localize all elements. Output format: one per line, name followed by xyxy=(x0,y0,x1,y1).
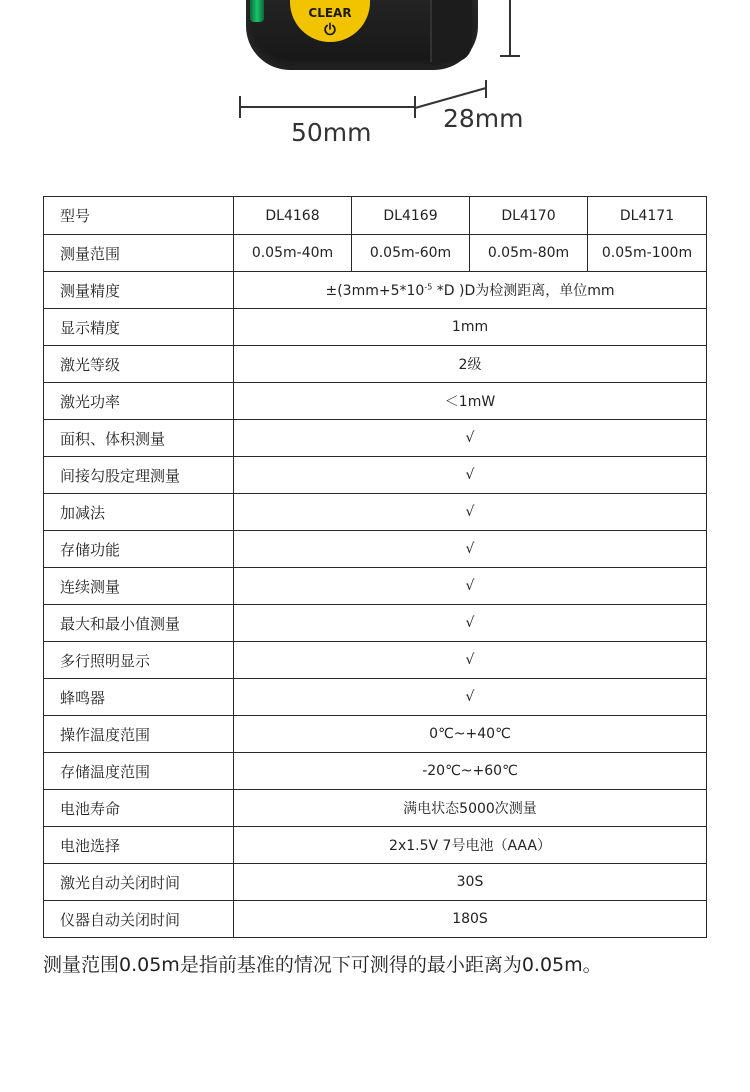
row-label: 多行照明显示 xyxy=(44,642,234,679)
accuracy-exponent: -5 xyxy=(424,282,433,292)
table-header-row xyxy=(44,197,707,235)
row-value: -20℃~+60℃ xyxy=(234,753,707,790)
table-row xyxy=(44,605,707,642)
row-value: 2级 xyxy=(234,346,707,383)
table-row xyxy=(44,642,707,679)
row-label: 存储温度范围 xyxy=(44,753,234,790)
row-value: 满电状态5000次测量 xyxy=(234,790,707,827)
row-label: 操作温度范围 xyxy=(44,716,234,753)
product-image xyxy=(0,0,750,160)
table-row xyxy=(44,679,707,716)
row-value: √ xyxy=(234,457,707,494)
depth-dimension-label: 28mm xyxy=(443,104,524,133)
row-value: 2x1.5V 7号电池（AAA） xyxy=(234,827,707,864)
row-value: ＜1mW xyxy=(234,383,707,420)
row-label: 面积、体积测量 xyxy=(44,420,234,457)
table-row xyxy=(44,790,707,827)
height-dimension-line xyxy=(509,0,511,56)
row-label: 存储功能 xyxy=(44,531,234,568)
table-row xyxy=(44,753,707,790)
table-row xyxy=(44,309,707,346)
row-value: 30S xyxy=(234,864,707,901)
model-cell: DL4171 xyxy=(588,197,707,235)
table-row xyxy=(44,235,707,272)
table-row xyxy=(44,420,707,457)
row-label: 电池选择 xyxy=(44,827,234,864)
clear-label: CLEAR xyxy=(308,6,352,20)
model-cell: DL4170 xyxy=(470,197,588,235)
row-label: 仪器自动关闭时间 xyxy=(44,901,234,938)
model-cell: DL4168 xyxy=(234,197,352,235)
level-vial-icon xyxy=(250,0,264,22)
range-cell: 0.05m-60m xyxy=(352,235,470,272)
row-value: √ xyxy=(234,679,707,716)
spec-table xyxy=(43,196,707,938)
model-label: 型号 xyxy=(44,197,234,235)
row-label: 显示精度 xyxy=(44,309,234,346)
row-label: 连续测量 xyxy=(44,568,234,605)
row-value: 0℃~+40℃ xyxy=(234,716,707,753)
row-label: 激光自动关闭时间 xyxy=(44,864,234,901)
table-row xyxy=(44,531,707,568)
range-cell: 0.05m-80m xyxy=(470,235,588,272)
accuracy-suffix: *D )D为检测距离，单位mm xyxy=(432,283,615,299)
table-row xyxy=(44,568,707,605)
row-label: 间接勾股定理测量 xyxy=(44,457,234,494)
row-label: 测量范围 xyxy=(44,235,234,272)
height-dimension-cap xyxy=(500,55,520,57)
accuracy-cell xyxy=(234,272,707,309)
table-row xyxy=(44,272,707,309)
row-value: 1mm xyxy=(234,309,707,346)
table-row xyxy=(44,901,707,938)
row-label: 最大和最小值测量 xyxy=(44,605,234,642)
table-row xyxy=(44,346,707,383)
row-value: √ xyxy=(234,494,707,531)
row-label: 测量精度 xyxy=(44,272,234,309)
row-value: √ xyxy=(234,531,707,568)
row-label: 电池寿命 xyxy=(44,790,234,827)
range-cell: 0.05m-40m xyxy=(234,235,352,272)
width-dimension-cap-left xyxy=(239,96,241,118)
row-label: 蜂鸣器 xyxy=(44,679,234,716)
table-row xyxy=(44,716,707,753)
row-label: 激光等级 xyxy=(44,346,234,383)
row-value: √ xyxy=(234,605,707,642)
row-label: 激光功率 xyxy=(44,383,234,420)
row-value: √ xyxy=(234,568,707,605)
row-label: 加减法 xyxy=(44,494,234,531)
row-value: √ xyxy=(234,642,707,679)
spec-rows xyxy=(44,309,707,938)
power-icon xyxy=(323,22,337,36)
table-row xyxy=(44,494,707,531)
width-dimension-line xyxy=(240,106,415,108)
model-cell: DL4169 xyxy=(352,197,470,235)
range-cell: 0.05m-100m xyxy=(588,235,707,272)
table-row xyxy=(44,383,707,420)
row-value: 180S xyxy=(234,901,707,938)
table-row xyxy=(44,827,707,864)
laser-meter-side xyxy=(430,0,472,62)
row-value: √ xyxy=(234,420,707,457)
table-row xyxy=(44,457,707,494)
table-row xyxy=(44,864,707,901)
footnote: 测量范围0.05m是指前基准的情况下可测得的最小距离为0.05m。 xyxy=(43,954,602,976)
width-dimension-label: 50mm xyxy=(291,118,372,147)
accuracy-prefix: ±(3mm+5*10 xyxy=(325,283,425,299)
